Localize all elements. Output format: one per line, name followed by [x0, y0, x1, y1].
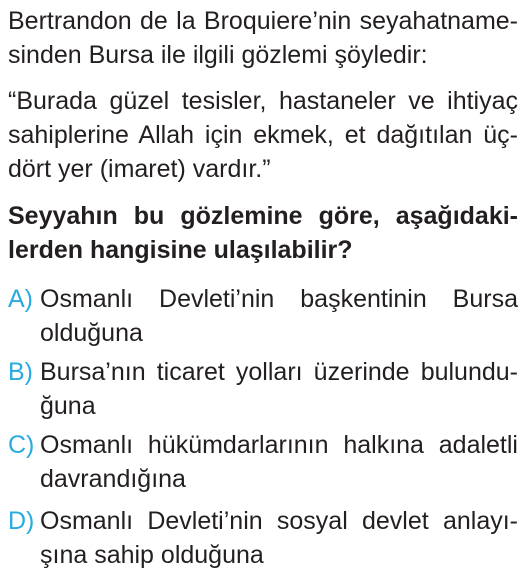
option-c-line-2: davrandığına	[40, 465, 186, 493]
option-a-line-2: olduğuna	[40, 319, 143, 347]
option-d-letter: D)	[8, 507, 35, 535]
option-d-line-2: şına sahip olduğuna	[40, 541, 264, 569]
quote-line-2: sahiplerine Allah için ekmek, et dağıtılan üç-	[8, 121, 518, 149]
option-c-line-1: Osmanlı hükümdarlarının halkına adaletli	[40, 431, 518, 459]
quote-line-3: dört yer (imaret) vardır.”	[8, 155, 271, 183]
option-b-line-1: Bursa’nın ticaret yolları üzerinde bulundu-	[40, 358, 518, 386]
option-b-letter: B)	[8, 358, 33, 386]
question-line-1: Seyyahın bu gözlemine göre, aşağıdaki-	[8, 202, 518, 230]
intro-line-1: Bertrandon de la Broquiere’nin seyahatname-	[8, 7, 518, 35]
option-a-line-1: Osmanlı Devleti’nin başkentinin Bursa	[40, 285, 518, 313]
option-c-letter: C)	[8, 431, 35, 459]
option-d-line-1: Osmanlı Devleti’nin sosyal devlet anlayı-	[40, 507, 518, 535]
question-line-2: lerden hangisine ulaşılabilir?	[8, 236, 353, 264]
option-a-letter: A)	[8, 285, 33, 313]
quote-line-1: “Burada güzel tesisler, hastaneler ve ihtiyaç	[8, 87, 518, 115]
option-b-line-2: ğuna	[40, 392, 96, 420]
intro-line-2: sinden Bursa ile ilgili gözlemi şöyledir:	[8, 41, 428, 69]
